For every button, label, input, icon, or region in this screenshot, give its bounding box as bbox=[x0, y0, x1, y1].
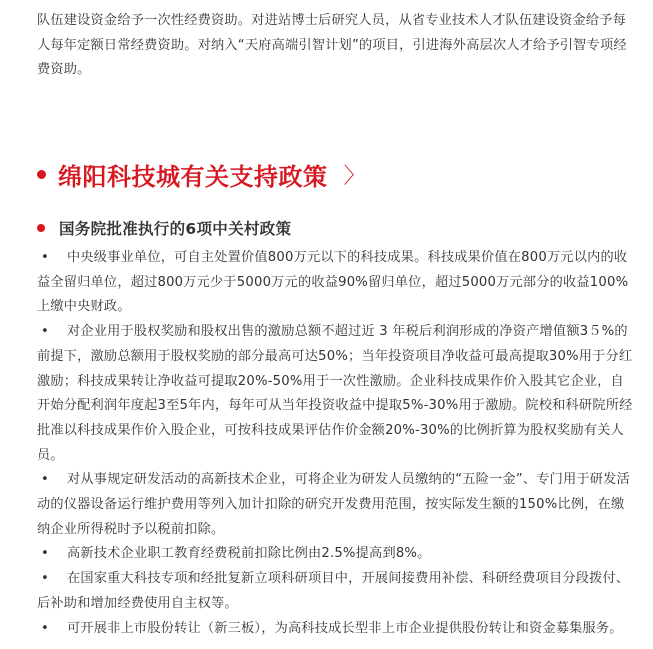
chevron-right-icon: 〉 bbox=[343, 163, 367, 189]
bullet-icon: • bbox=[41, 250, 49, 265]
bullet-icon: • bbox=[41, 571, 49, 587]
policy-list bbox=[37, 246, 635, 641]
list-item bbox=[37, 246, 635, 320]
list-item bbox=[37, 617, 635, 642]
list-item-text: 中央级事业单位，可自主处置价值800万元以下的科技成果。科技成果价值在800万元以内的收益全留归单位，超过800万元少于5000万元的收益90%留归单位，超过5000万元部分的收益100%上缴中央财政。 bbox=[37, 250, 629, 315]
bullet-icon: • bbox=[41, 472, 49, 488]
bullet-icon: • bbox=[41, 324, 49, 340]
subsection-heading bbox=[37, 217, 291, 239]
subsection-heading-text: 国务院批准执行的6项中关村政策 bbox=[59, 220, 292, 238]
list-item bbox=[37, 320, 635, 468]
list-item bbox=[37, 567, 635, 616]
list-item-text: 在国家重大科技专项和经批复新立项科研项目中，开展间接费用补偿、科研经费项目分段拨付、后补助和增加经费使用自主权等。 bbox=[37, 571, 630, 611]
bullet-icon: • bbox=[41, 546, 49, 562]
list-item bbox=[37, 468, 635, 542]
section-title-text: 绵阳科技城有关支持政策 bbox=[58, 162, 328, 191]
list-item-text: 可开展非上市股份转让（新三板），为高科技成长型非上市企业提供股份转让和资金募集服务。 bbox=[67, 620, 623, 636]
list-item-text: 高新技术企业职工教育经费税前扣除比例由2.5%提高到8%。 bbox=[67, 546, 431, 562]
red-dot-icon bbox=[37, 224, 45, 232]
list-item bbox=[37, 542, 635, 567]
intro-paragraph: 队伍建设资金给予一次性经费资助。对进站博士后研究人员，从省专业技术人才队伍建设资金给予每人每年定额日常经费资助。对纳入“天府高端引智计划”的项目，引进海外高层次人才给予引智专项经费资助。 bbox=[37, 13, 627, 77]
list-item-text: 对从事规定研发活动的高新技术企业，可将企业为研发人员缴纳的“五险一金”、专门用于研发活动的仪器设备运行维护费用等列入加计扣除的研究开发费用范围，按实际发生额的150%比例，在缴纳企业所得税时予以税前扣除。 bbox=[37, 472, 630, 537]
red-dot-icon bbox=[37, 170, 46, 179]
list-item-text: 对企业用于股权奖励和股权出售的激励总额不超过近 3 年税后利润形成的净资产增值额3５%的前提下，激励总额用于股权奖励的部分最高可达50%；当年投资项目净收益可最高提取30%用于分红激励；科技成果转让净收益可提取20%-50%用于一次性激励。企业科技成果作价入股其它企业，自开始分配利润年度起3至5年内，每年可从当年投资收益中提取5%-30%用于激励。院校和科研院所经批准以科技成果作价入股企业，可按科技成果评估作价金额20%-30%的比例折算为股权奖励有关人员。 bbox=[37, 324, 633, 463]
section-title-link[interactable] bbox=[37, 154, 366, 194]
bullet-icon: • bbox=[41, 620, 49, 636]
